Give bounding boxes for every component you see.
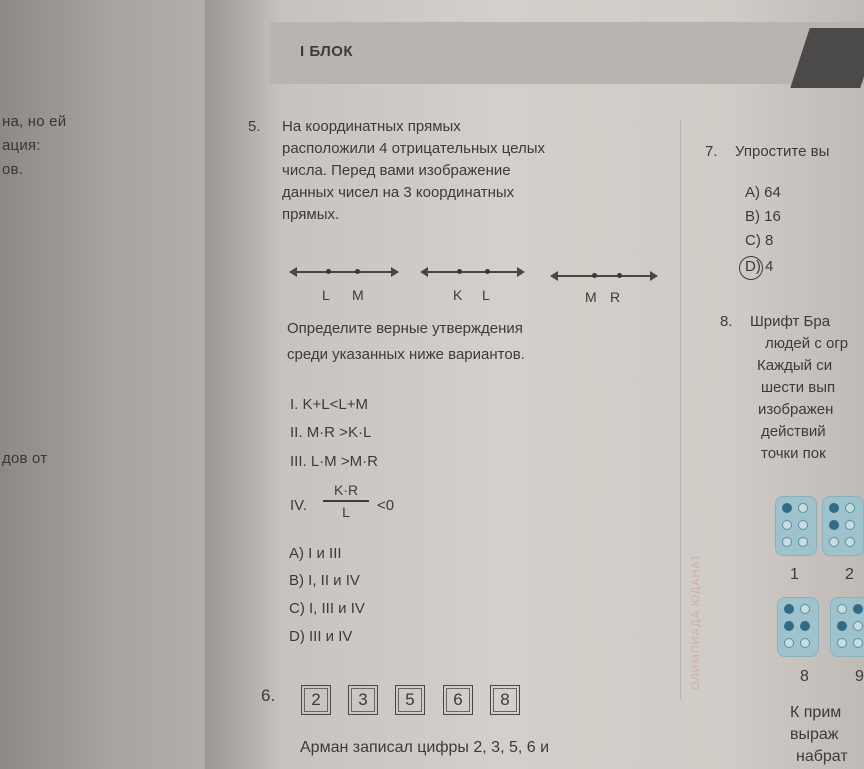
q8-tail-text	[790, 702, 864, 768]
digit-card: 8	[490, 685, 520, 715]
point-m	[355, 269, 360, 274]
statement-4-label: IV.	[290, 497, 307, 514]
digit-card: 3	[348, 685, 378, 715]
left-text-fragment: дов от	[2, 450, 48, 467]
braille-card-8	[777, 597, 819, 657]
q8-line: действий	[761, 423, 826, 440]
q8-text	[750, 311, 864, 465]
left-text-fragment: ация:	[2, 137, 41, 154]
braille-card-label: 1	[790, 566, 799, 583]
number-line-label: L	[482, 287, 490, 303]
statement-4-fraction	[323, 482, 369, 520]
q5-line: числа. Перед вами изображение	[282, 162, 511, 179]
q5-option-a[interactable]: A) I и III	[289, 545, 342, 562]
digit-card: 6	[443, 685, 473, 715]
braille-card-9	[830, 597, 864, 657]
q8-line: Каждый си	[757, 357, 833, 374]
block-title: I БЛОК	[300, 43, 354, 60]
point-m	[592, 273, 597, 278]
fraction-denominator: L	[342, 503, 350, 520]
fraction-numerator: K·R	[333, 482, 359, 498]
q7-text: Упростите вы	[735, 143, 830, 160]
q8-line: точки пок	[761, 445, 826, 462]
statement-4-suffix: <0	[377, 497, 395, 514]
braille-card-label: 2	[845, 566, 854, 583]
number-line-label: M	[352, 287, 364, 303]
number-line-3	[550, 266, 658, 286]
statement-2: II. M·R >K·L	[290, 424, 372, 441]
watermark: ОЛИМПИАДА ЮДАНАТ	[690, 553, 702, 690]
braille-card-label: 9	[855, 668, 864, 685]
left-page	[0, 0, 205, 769]
q7-option-b[interactable]: B) 16	[745, 208, 781, 225]
q8-number: 8.	[720, 313, 733, 330]
number-line-1	[289, 262, 399, 282]
number-line-2	[420, 262, 525, 282]
q5-prompt-line: Определите верные утверждения	[287, 320, 523, 337]
number-line-label: R	[610, 289, 621, 305]
q5-line: данных чисел на 3 координатных	[282, 184, 515, 201]
number-line-label: M	[585, 289, 597, 305]
point-k	[457, 269, 462, 274]
q5-line: На координатных прямых	[282, 118, 461, 135]
q8-tail-line: выраж	[790, 726, 839, 743]
q8-tail-line: К прим	[790, 704, 842, 721]
point-l	[485, 269, 490, 274]
q7-option-c[interactable]: C) 8	[745, 232, 774, 249]
q6-number: 6.	[261, 686, 276, 705]
point-l	[326, 269, 331, 274]
q8-tail-line: набрат	[796, 748, 848, 765]
q7-number: 7.	[705, 143, 718, 160]
header-band	[270, 22, 864, 84]
q8-line: изображен	[758, 401, 834, 418]
point-r	[617, 273, 622, 278]
left-text-fragment: на, но ей	[2, 113, 67, 130]
q5-option-b[interactable]: B) I, II и IV	[289, 572, 360, 589]
left-text-fragment: ов.	[2, 161, 24, 178]
statement-3: III. L·M >M·R	[290, 453, 378, 470]
q8-line: шести вып	[761, 379, 836, 396]
digit-card: 5	[395, 685, 425, 715]
braille-card-1	[775, 496, 817, 556]
braille-card-2	[822, 496, 864, 556]
digit-card: 2	[301, 685, 331, 715]
q6-text: Арман записал цифры 2, 3, 5, 6 и	[300, 739, 550, 756]
q7-option-d[interactable]: D) 4	[745, 258, 774, 275]
number-line-label: L	[322, 287, 330, 303]
q5-prompt	[287, 318, 667, 366]
braille-card-label: 8	[800, 668, 809, 685]
q5-prompt-line: среди указанных ниже вариантов.	[287, 346, 525, 363]
column-divider	[680, 120, 681, 700]
q5-line: прямых.	[282, 206, 340, 223]
q5-number: 5.	[248, 118, 261, 135]
number-line-label: K	[453, 287, 463, 303]
q5-text	[282, 116, 672, 226]
q7-option-a[interactable]: A) 64	[745, 184, 781, 201]
q8-line: Шрифт Бра	[750, 313, 831, 330]
q8-line: людей с огр	[765, 335, 849, 352]
q5-option-c[interactable]: C) I, III и IV	[289, 600, 365, 617]
q5-option-d[interactable]: D) III и IV	[289, 628, 353, 645]
q5-line: расположили 4 отрицательных целых	[282, 140, 545, 157]
statement-1: I. K+L<L+M	[290, 396, 368, 413]
